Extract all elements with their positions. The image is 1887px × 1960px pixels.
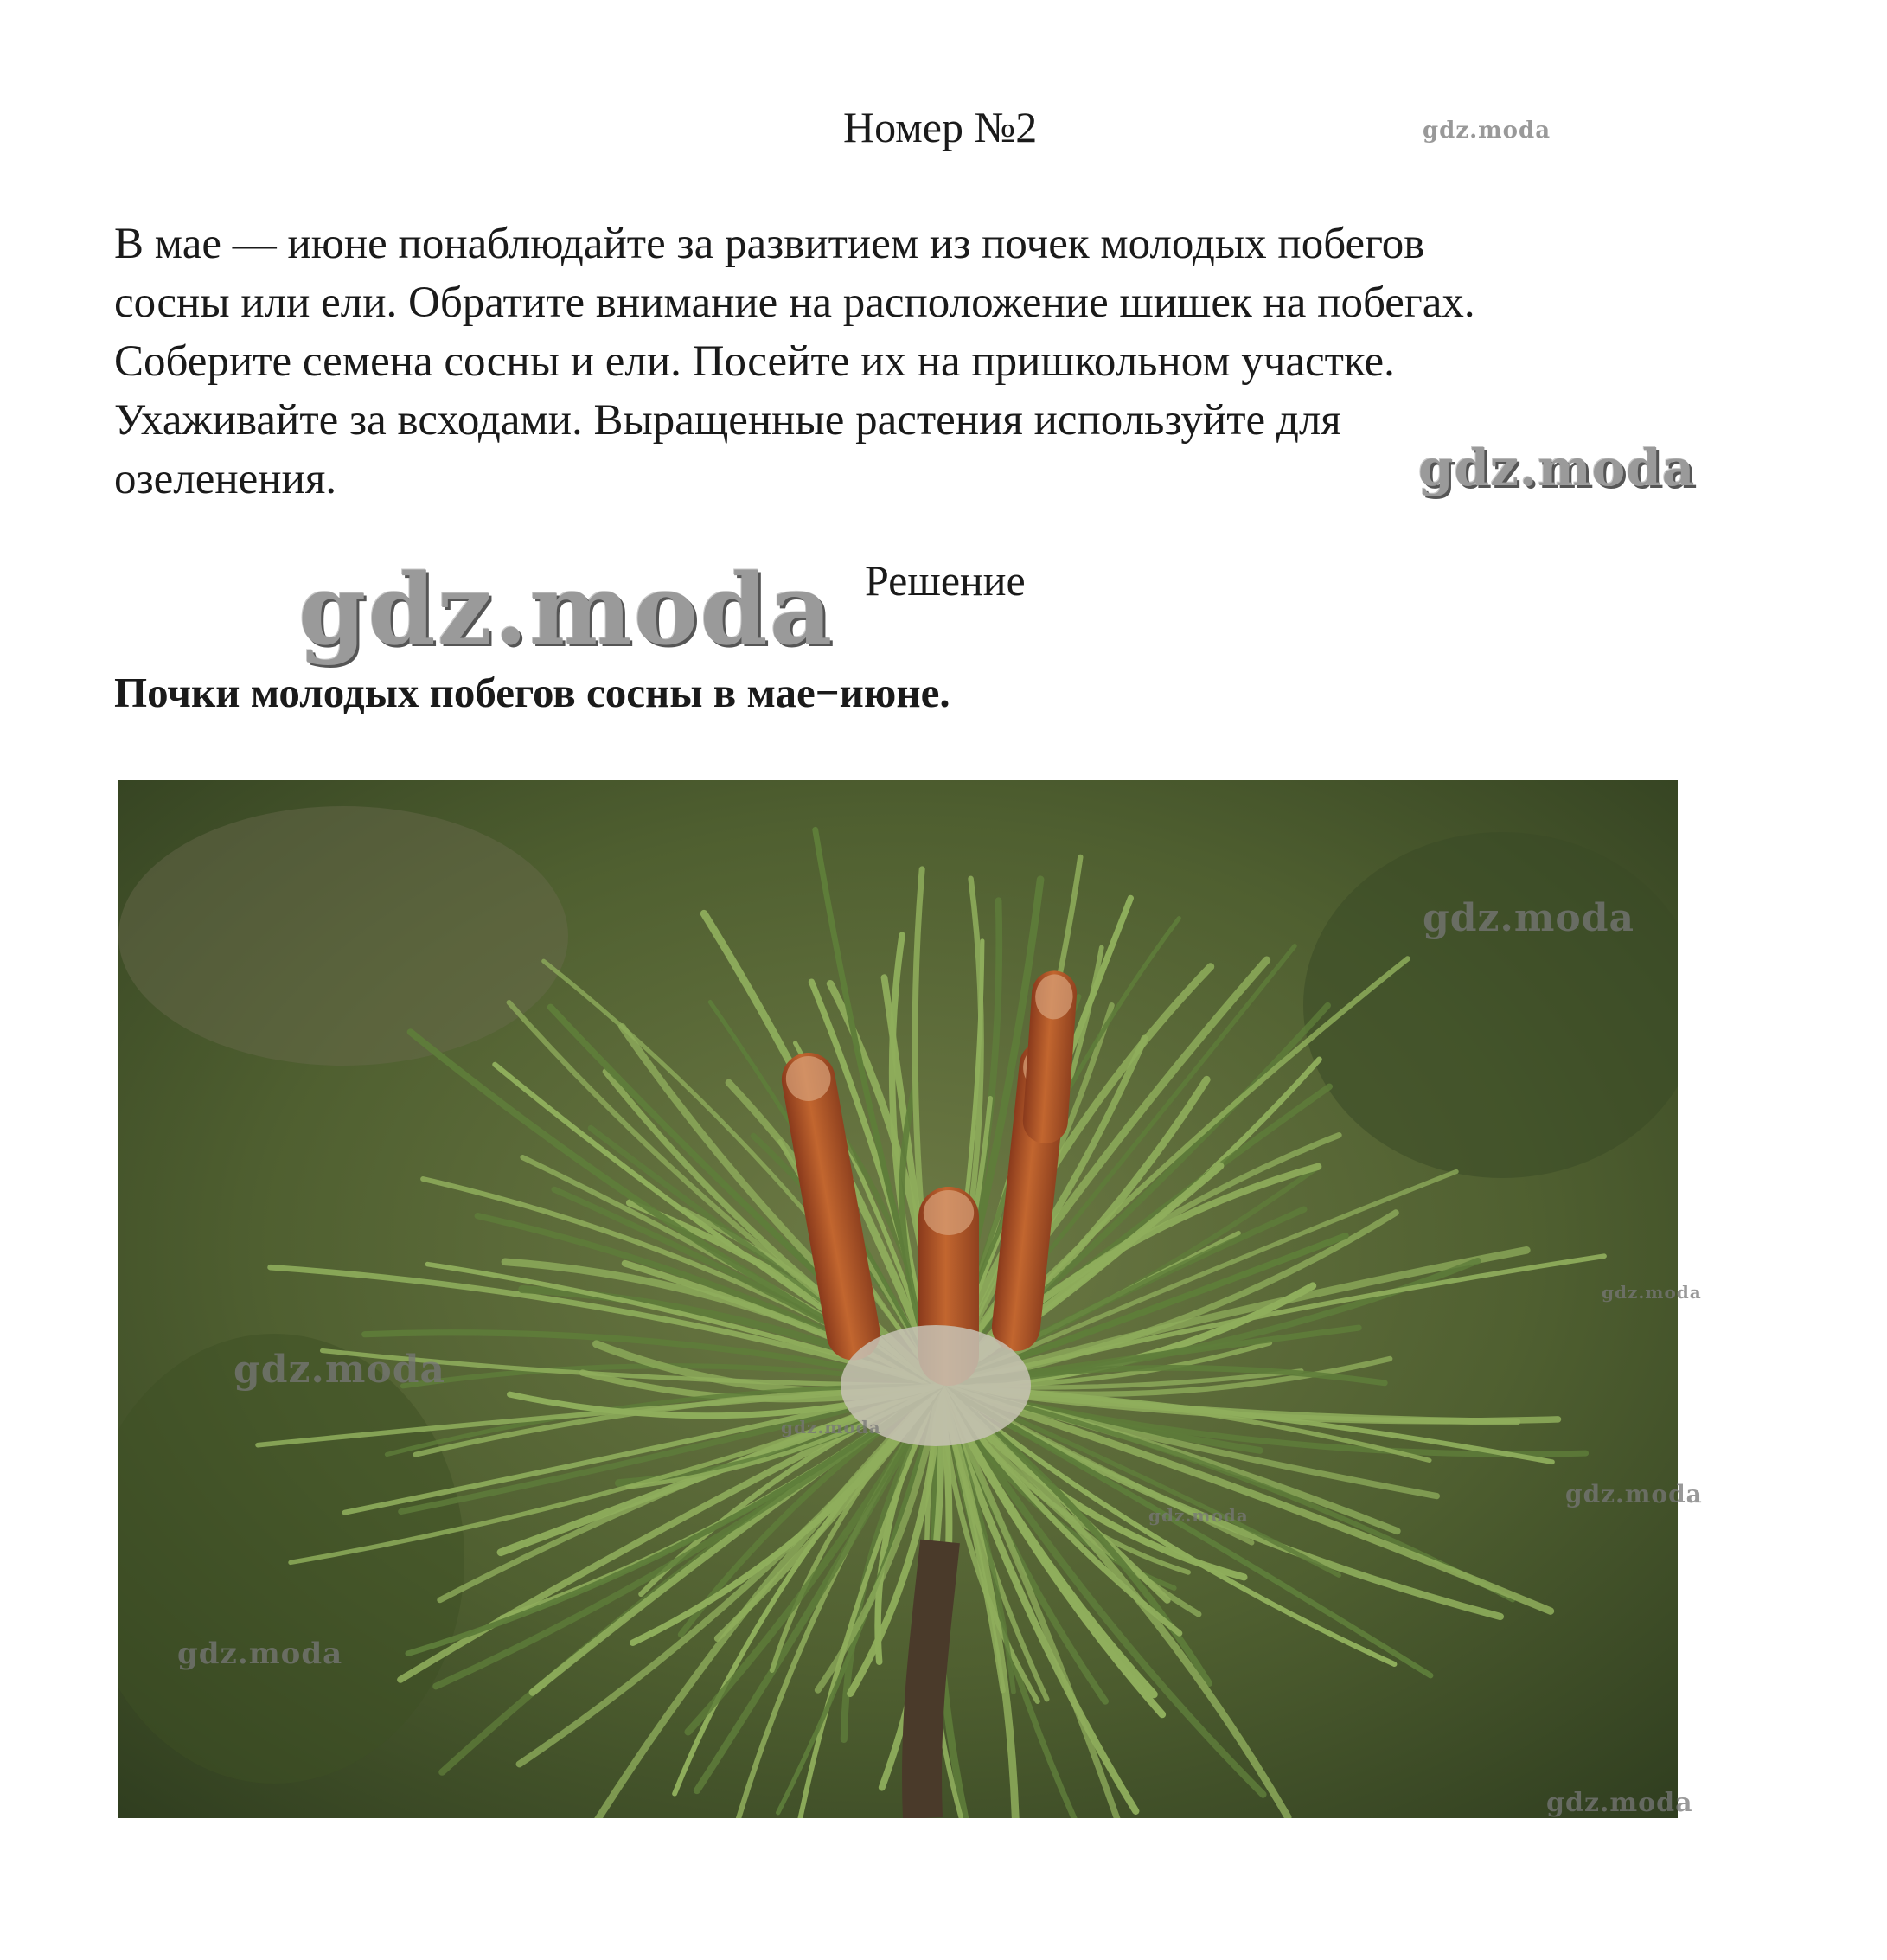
watermark: gdz.moda bbox=[1418, 439, 1696, 497]
watermark: gdz.moda bbox=[1423, 118, 1551, 144]
watermark: gdz.moda bbox=[177, 1637, 343, 1671]
task-line: сосны или ели. Обратите внимание на расположение шишек на побегах. bbox=[114, 279, 1475, 327]
photo-caption: Почки молодых побегов сосны в мае−июне. bbox=[114, 669, 950, 716]
watermark: gdz.moda bbox=[1148, 1505, 1249, 1526]
page-title: Номер №2 bbox=[843, 103, 1038, 151]
task-line: Соберите семена сосны и ели. Посейте их на пришкольном участке. bbox=[114, 337, 1395, 386]
watermark: gdz.moda bbox=[233, 1348, 446, 1392]
watermark-large: gdz.moda bbox=[298, 554, 835, 667]
watermark: gdz.moda bbox=[1565, 1480, 1703, 1508]
task-line: Ухаживайте за всходами. Выращенные растения используйте для bbox=[114, 396, 1341, 445]
task-line: В мае — июне понаблюдайте за развитием из почек молодых побегов bbox=[114, 220, 1425, 268]
solution-heading: Решение bbox=[865, 556, 1026, 605]
watermark: gdz.moda bbox=[1602, 1282, 1702, 1303]
watermark: gdz.moda bbox=[781, 1417, 881, 1438]
watermark: gdz.moda bbox=[1546, 1788, 1693, 1818]
watermark: gdz.moda bbox=[1423, 896, 1635, 940]
task-line: озеленения. bbox=[114, 455, 337, 503]
